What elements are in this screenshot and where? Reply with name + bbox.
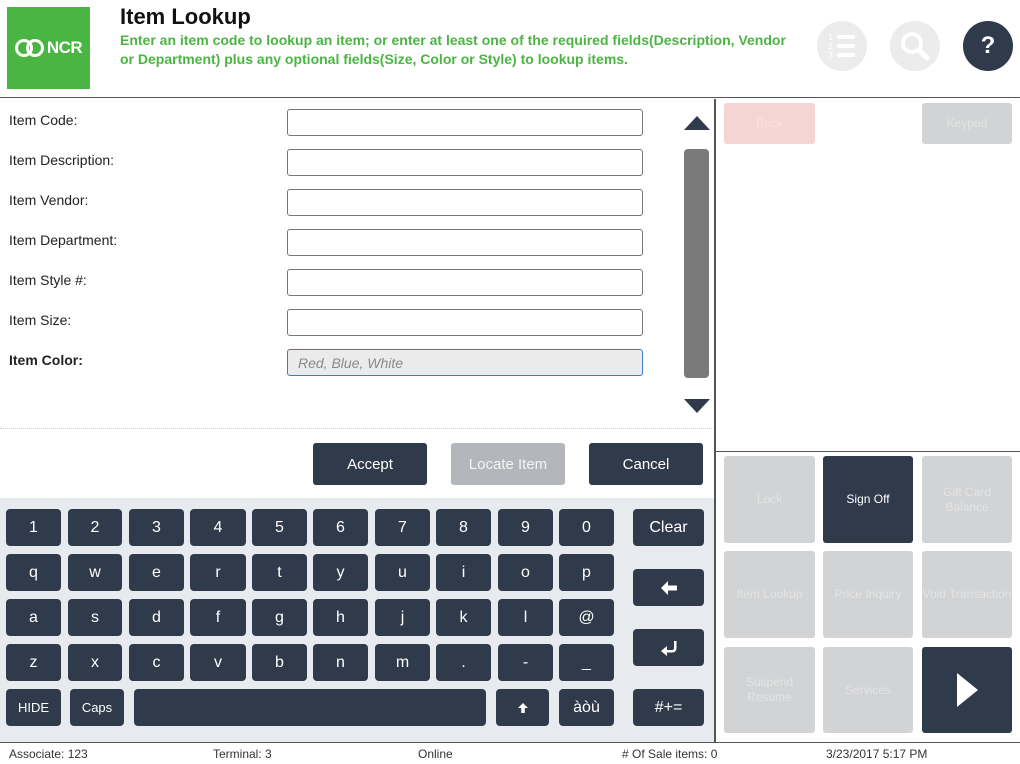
enter-key[interactable]: [633, 629, 704, 666]
lock-button[interactable]: Lock: [724, 456, 815, 543]
key-m[interactable]: m: [375, 644, 430, 681]
key-z[interactable]: z: [6, 644, 61, 681]
help-button[interactable]: [963, 21, 1013, 71]
help-icon: ?: [980, 32, 996, 59]
terminal-status: Terminal: 3: [213, 747, 272, 761]
key-b[interactable]: b: [252, 644, 307, 681]
search-button[interactable]: [890, 21, 940, 71]
back-button[interactable]: Back: [724, 103, 815, 144]
ncr-logo: [7, 7, 90, 89]
price-inquiry-button[interactable]: Price Inquiry: [823, 551, 913, 638]
panel-divider: [714, 99, 716, 742]
key-hyphen[interactable]: -: [498, 644, 553, 681]
key-7[interactable]: 7: [375, 509, 430, 546]
datetime: 3/23/2017 5:17 PM: [826, 747, 928, 761]
form-divider: [0, 428, 714, 429]
scrollbar-thumb[interactable]: [684, 149, 709, 378]
page-title: Item Lookup: [120, 4, 251, 29]
item-lookup-button[interactable]: Item Lookup: [724, 551, 815, 638]
key-n[interactable]: n: [313, 644, 368, 681]
item-code-label: Item Code:: [9, 112, 78, 128]
key-v[interactable]: v: [190, 644, 246, 681]
ncr-logo-mark-icon: [15, 39, 45, 57]
key-9[interactable]: 9: [498, 509, 553, 546]
logo-text: NCR: [46, 38, 83, 57]
arrow-up-icon: [517, 702, 529, 714]
svg-text:3: 3: [828, 51, 834, 60]
key-at[interactable]: @: [559, 599, 614, 636]
svg-text:1: 1: [828, 33, 834, 42]
key-0[interactable]: 0: [559, 509, 614, 546]
gift-card-balance-button[interactable]: Gift Card Balance: [922, 456, 1012, 543]
key-c[interactable]: c: [129, 644, 184, 681]
key-i[interactable]: i: [436, 554, 491, 591]
svg-text:2: 2: [828, 42, 834, 51]
numbered-list-button[interactable]: [817, 21, 867, 71]
status-bar: [0, 742, 1020, 764]
key-6[interactable]: 6: [313, 509, 368, 546]
scroll-up-arrow-icon[interactable]: [684, 116, 710, 130]
item-style-input[interactable]: [287, 269, 643, 296]
item-vendor-label: Item Vendor:: [9, 192, 89, 208]
item-description-input[interactable]: [287, 149, 643, 176]
key-y[interactable]: y: [313, 554, 368, 591]
key-w[interactable]: w: [68, 554, 122, 591]
locate-item-button[interactable]: Locate Item: [451, 443, 565, 485]
accept-button[interactable]: Accept: [313, 443, 427, 485]
item-code-input[interactable]: [287, 109, 643, 136]
item-color-label: Item Color:: [9, 352, 83, 368]
item-style-label: Item Style #:: [9, 272, 87, 288]
clear-key[interactable]: Clear: [633, 509, 704, 546]
void-transaction-button[interactable]: Void Transaction: [922, 551, 1012, 638]
key-t[interactable]: t: [252, 554, 307, 591]
key-d[interactable]: d: [129, 599, 184, 636]
key-x[interactable]: x: [68, 644, 122, 681]
page-instructions: Enter an item code to lookup an item; or enter at least one of the required fields(Description, Vendor or Department) plus any optional fields(Size, Color or Style) to lookup items.: [120, 32, 786, 67]
symbols-key[interactable]: #+=: [633, 689, 704, 726]
key-a[interactable]: a: [6, 599, 61, 636]
key-2[interactable]: 2: [68, 509, 122, 546]
key-g[interactable]: g: [252, 599, 307, 636]
item-description-label: Item Description:: [9, 152, 115, 168]
header: [0, 0, 1020, 98]
cancel-button[interactable]: Cancel: [589, 443, 703, 485]
arrow-left-icon: [660, 580, 678, 596]
connection-status: Online: [418, 747, 453, 761]
keypad-button[interactable]: Keypad: [922, 103, 1012, 144]
space-key[interactable]: [134, 689, 486, 726]
key-8[interactable]: 8: [436, 509, 491, 546]
suspend-resume-button[interactable]: Suspend Resume: [724, 647, 815, 733]
item-size-label: Item Size:: [9, 312, 72, 328]
item-size-input[interactable]: [287, 309, 643, 336]
associate-status: Associate: 123: [9, 747, 88, 761]
accent-key[interactable]: àòù: [559, 689, 614, 726]
hide-keyboard-key[interactable]: HIDE: [6, 689, 61, 726]
next-page-button[interactable]: [922, 647, 1012, 733]
key-4[interactable]: 4: [190, 509, 246, 546]
key-f[interactable]: f: [190, 599, 246, 636]
key-j[interactable]: j: [375, 599, 430, 636]
key-s[interactable]: s: [68, 599, 122, 636]
item-vendor-input[interactable]: [287, 189, 643, 216]
sale-items-count: # Of Sale items: 0: [622, 747, 718, 761]
key-underscore[interactable]: _: [559, 644, 614, 681]
shift-key[interactable]: [496, 689, 549, 726]
item-department-input[interactable]: [287, 229, 643, 256]
enter-icon: [660, 640, 678, 656]
services-button[interactable]: Services: [823, 647, 913, 733]
item-color-input[interactable]: [287, 349, 643, 376]
key-u[interactable]: u: [375, 554, 430, 591]
scroll-down-arrow-icon[interactable]: [684, 399, 710, 413]
search-icon: [898, 29, 932, 63]
key-3[interactable]: 3: [129, 509, 184, 546]
key-1[interactable]: 1: [6, 509, 61, 546]
key-period[interactable]: .: [436, 644, 491, 681]
item-department-label: Item Department:: [9, 232, 118, 248]
key-q[interactable]: q: [6, 554, 61, 591]
key-o[interactable]: o: [498, 554, 553, 591]
sign-off-button[interactable]: Sign Off: [823, 456, 913, 543]
numbered-list-icon: [824, 28, 860, 64]
key-r[interactable]: r: [190, 554, 246, 591]
key-5[interactable]: 5: [252, 509, 307, 546]
key-e[interactable]: e: [129, 554, 184, 591]
caps-key[interactable]: Caps: [70, 689, 124, 726]
play-arrow-icon: [954, 671, 980, 709]
key-l[interactable]: l: [498, 599, 553, 636]
right-panel-divider: [716, 451, 1020, 452]
key-h[interactable]: h: [313, 599, 368, 636]
backspace-key[interactable]: [633, 569, 704, 606]
key-p[interactable]: p: [559, 554, 614, 591]
key-k[interactable]: k: [436, 599, 491, 636]
